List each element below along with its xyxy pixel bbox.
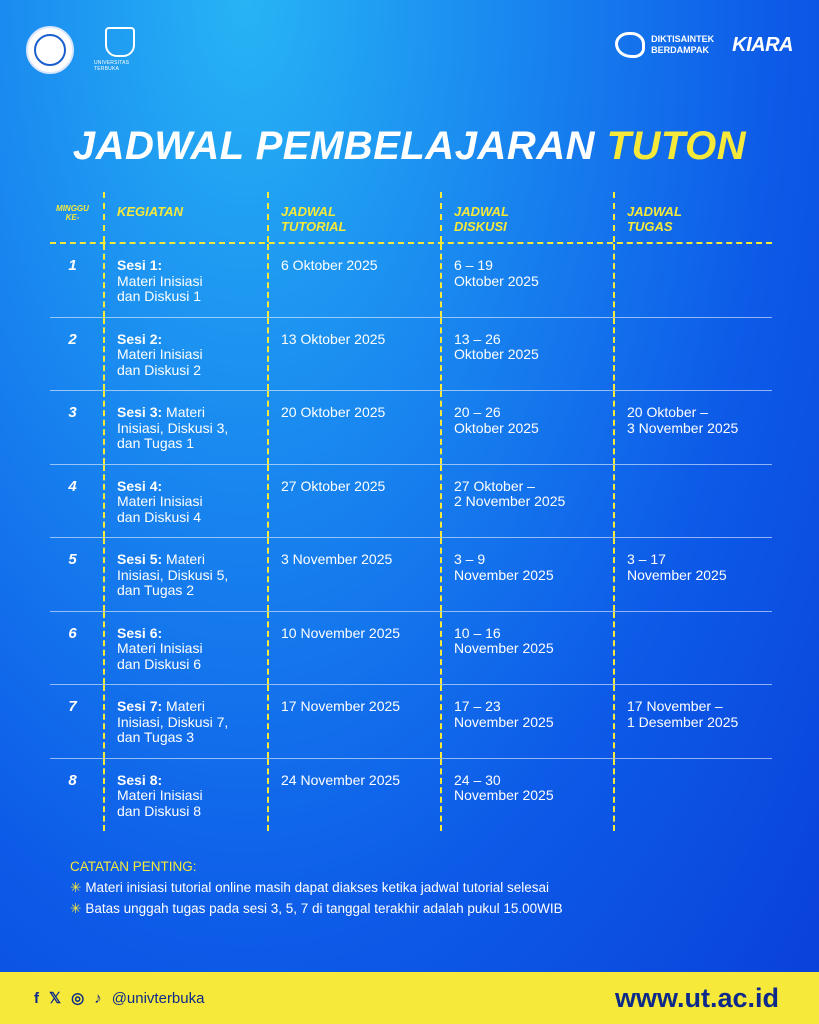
table-row [50, 685, 772, 759]
page-title [0, 124, 819, 169]
kegiatan-cell: Sesi 6: Materi Inisiasi dan Diskusi 6 [105, 612, 269, 685]
kegiatan-cell: Sesi 4: Materi Inisiasi dan Diskusi 4 [105, 465, 269, 538]
universitas-terbuka-logo [94, 26, 146, 72]
table-row [50, 759, 772, 832]
footer-bar [0, 972, 819, 1024]
tutorial-cell: 10 November 2025 [269, 612, 442, 685]
asterisk-icon: ✳ [70, 880, 82, 895]
tugas-cell [615, 244, 772, 317]
header-tugas: JADWAL TUGAS [627, 204, 682, 234]
diskusi-cell: 24 – 30 November 2025 [442, 759, 615, 832]
diskusi-cell: 27 Oktober – 2 November 2025 [442, 465, 615, 538]
kegiatan-cell: Sesi 7: Materi Inisiasi, Diskusi 7, dan Tugas 3 [105, 685, 269, 758]
tugas-cell: 3 – 17 November 2025 [627, 551, 727, 583]
header-week: MINGGU KE- [50, 192, 105, 242]
week-number: 8 [50, 759, 105, 832]
diktisaintek-logo [615, 32, 714, 58]
notes-heading: CATATAN PENTING: [70, 859, 197, 874]
diskusi-cell: 6 – 19 Oktober 2025 [442, 244, 615, 317]
tutorial-cell: 17 November 2025 [269, 685, 442, 758]
asterisk-icon: ✳ [70, 901, 82, 916]
ut-logo-text: UNIVERSITAS TERBUKA [94, 59, 130, 72]
note-item: ✳ Batas unggah tugas pada sesi 3, 5, 7 di tanggal terakhir adalah pukul 15.00WIB [70, 901, 563, 916]
tutorial-cell: 20 Oktober 2025 [269, 391, 442, 464]
title-highlight: TUTON [606, 124, 747, 168]
tugas-cell [615, 318, 772, 391]
tugas-cell: 20 Oktober – 3 November 2025 [627, 404, 739, 436]
tugas-cell [615, 759, 772, 832]
note-item: ✳ Materi inisiasi tutorial online masih dapat diakses ketika jadwal tutorial selesai [70, 880, 550, 895]
tiktok-icon[interactable]: ♪ [94, 989, 102, 1007]
table-row [50, 612, 772, 686]
table-header [50, 192, 772, 244]
tugas-cell: 17 November – 1 Desember 2025 [627, 698, 739, 730]
tugas-cell [615, 465, 772, 538]
week-number: 6 [50, 612, 105, 685]
dikti-line2: BERDAMPAK [651, 45, 709, 55]
schedule-table [50, 192, 772, 831]
table-row [50, 538, 772, 612]
tutorial-cell: 6 Oktober 2025 [269, 244, 442, 317]
tutorial-cell: 3 November 2025 [269, 538, 442, 611]
week-number: 4 [50, 465, 105, 538]
week-number: 5 [50, 538, 105, 611]
diskusi-cell: 10 – 16 November 2025 [442, 612, 615, 685]
kegiatan-cell: Sesi 5: Materi Inisiasi, Diskusi 5, dan Tugas 2 [105, 538, 269, 611]
kemdikbud-seal-logo [26, 26, 74, 74]
diskusi-cell: 3 – 9 November 2025 [442, 538, 615, 611]
social-links [0, 989, 204, 1007]
kegiatan-cell: Sesi 1: Materi Inisiasi dan Diskusi 1 [105, 244, 269, 317]
kegiatan-cell: Sesi 3: Materi Inisiasi, Diskusi 3, dan Tugas 1 [105, 391, 269, 464]
instagram-icon[interactable]: ◎ [71, 990, 85, 1007]
week-number: 3 [50, 391, 105, 464]
table-row [50, 244, 772, 318]
diskusi-cell: 20 – 26 Oktober 2025 [442, 391, 615, 464]
header-tutorial: JADWAL TUTORIAL [269, 192, 442, 242]
tutorial-cell: 13 Oktober 2025 [269, 318, 442, 391]
table-row [50, 391, 772, 465]
kiara-logo: KIARA [732, 33, 793, 56]
dikti-line1: DIKTISAINTEK [651, 34, 715, 44]
week-number: 2 [50, 318, 105, 391]
x-icon[interactable]: 𝕏 [49, 990, 62, 1007]
tutorial-cell: 24 November 2025 [269, 759, 442, 832]
tutorial-cell: 27 Oktober 2025 [269, 465, 442, 538]
kegiatan-cell: Sesi 8: Materi Inisiasi dan Diskusi 8 [105, 759, 269, 832]
diskusi-cell: 17 – 23 November 2025 [442, 685, 615, 758]
facebook-icon[interactable]: f [34, 989, 39, 1007]
diskusi-cell: 13 – 26 Oktober 2025 [442, 318, 615, 391]
tugas-cell [615, 612, 772, 685]
social-handle[interactable]: @univterbuka [111, 989, 205, 1007]
week-number: 7 [50, 685, 105, 758]
important-notes [70, 856, 563, 919]
table-row [50, 465, 772, 539]
ut-emblem-icon [105, 27, 135, 57]
diktisaintek-mark-icon [615, 32, 645, 58]
header-kegiatan: KEGIATAN [105, 192, 269, 242]
title-main: JADWAL PEMBELAJARAN [72, 124, 595, 168]
kegiatan-cell: Sesi 2: Materi Inisiasi dan Diskusi 2 [105, 318, 269, 391]
week-number: 1 [50, 244, 105, 317]
website-link[interactable]: www.ut.ac.id [614, 982, 779, 1013]
header-diskusi: JADWAL DISKUSI [442, 192, 615, 242]
table-row [50, 318, 772, 392]
